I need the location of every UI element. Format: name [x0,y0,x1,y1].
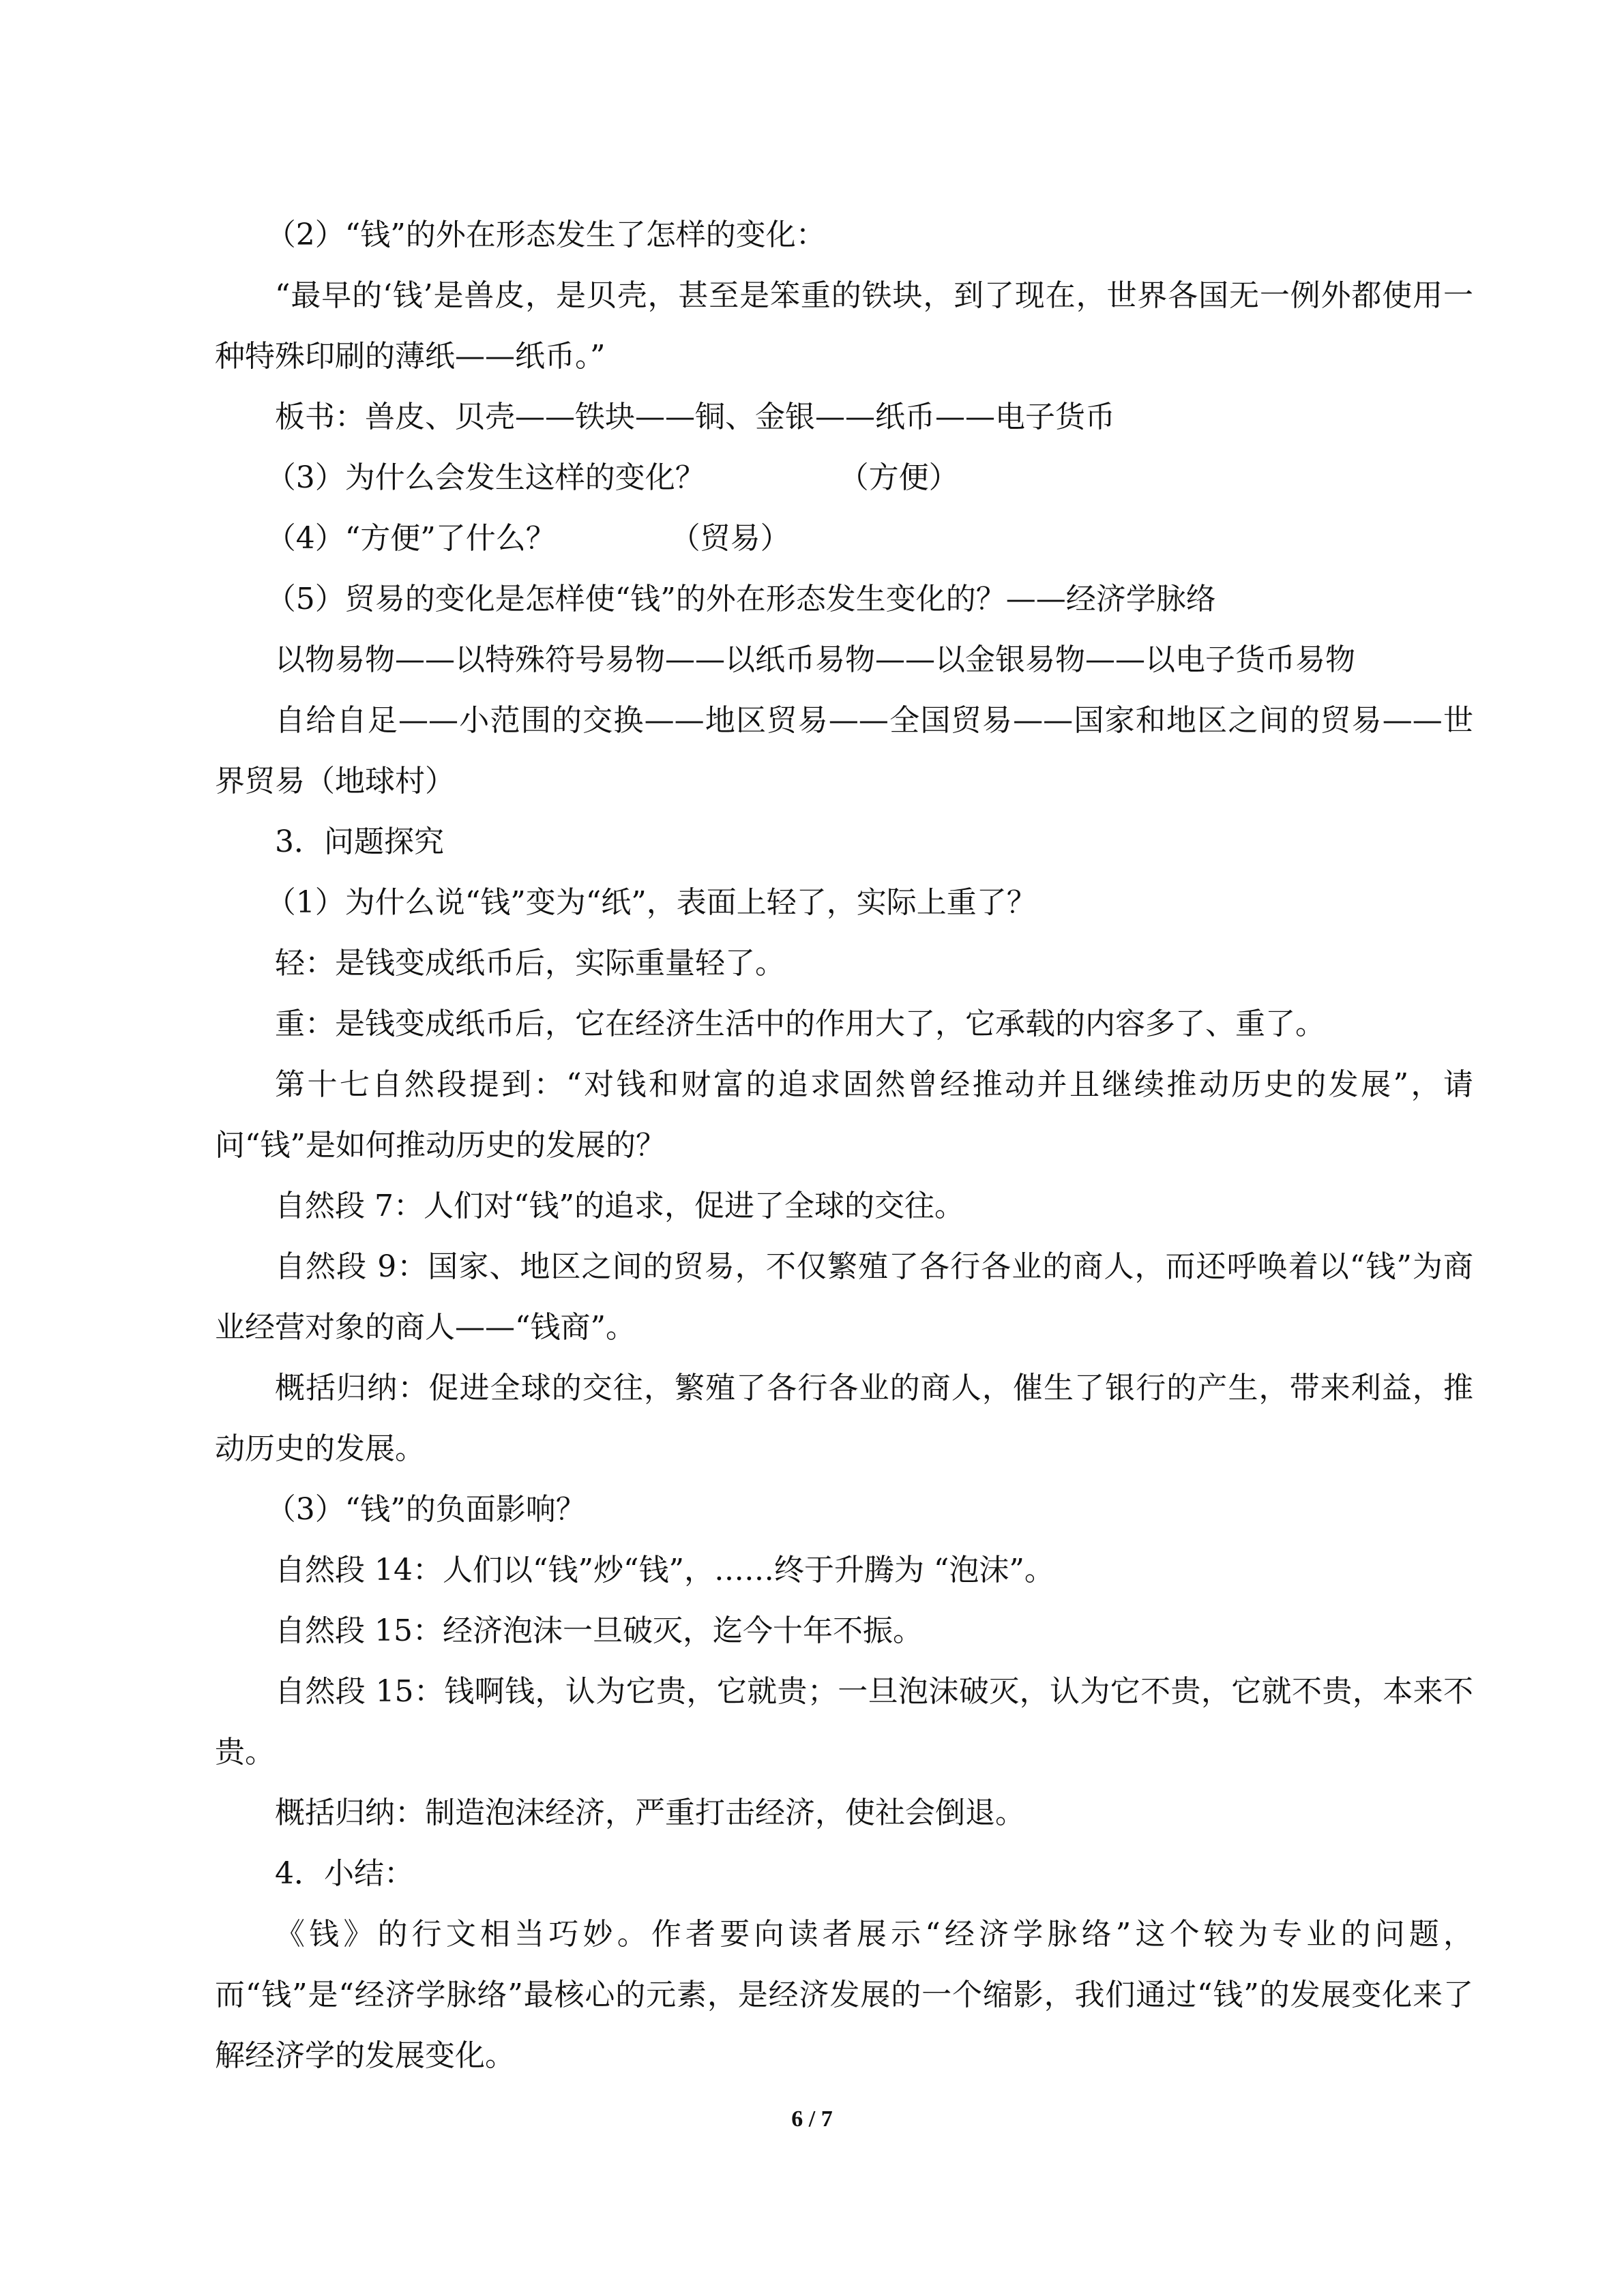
paragraph-section-15b: 自然段 15：钱啊钱，认为它贵，它就贵；一旦泡沫破灭，认为它不贵，它就不贵，本来不贵。 [215,1674,1473,1770]
paragraph-section-7: 自然段 7：人们对“钱”的追求，促进了全球的交往。 [275,1189,964,1223]
paragraph-light: 轻：是钱变成纸币后，实际重量轻了。 [275,946,785,981]
paragraph-section-9: 自然段 9：国家、地区之间的贸易，不仅繁殖了各行各业的商人，而还呼唤着以“钱”为商业经营对象的商人——“钱商”。 [215,1249,1473,1345]
paragraph-question-4: （4）“方便”了什么？ （贸易） [265,521,791,556]
section-heading-summary: 4．小结： [275,1856,414,1891]
paragraph-conclusion: 《钱》的行文相当巧妙。作者要向读者展示“经济学脉络”这个较为专业的问题，而“钱”是“经济学脉络”最核心的元素，是经济发展的一个缩影，我们通过“钱”的发展变化来了解经济学的发展变化。 [215,1917,1473,2073]
paragraph-heavy: 重：是钱变成纸币后，它在经济生活中的作用大了，它承载的内容多了、重了。 [275,1007,1325,1041]
section-heading-inquiry: 3．问题探究 [275,824,444,859]
paragraph-trade-chain: 自给自足——小范围的交换——地区贸易——全国贸易——国家和地区之间的贸易——世界贸易（地球村） [215,703,1473,799]
paragraph-section-15a: 自然段 15：经济泡沫一旦破灭，迄今十年不振。 [275,1613,923,1648]
paragraph-summary-push: 概括归纳：促进全球的交往，繁殖了各行各业的商人，催生了银行的产生，带来利益，推动历史的发展。 [215,1371,1473,1466]
page-number: 6 / 7 [791,2106,833,2132]
paragraph-question-2: （2）“钱”的外在形态发生了怎样的变化： [265,218,826,252]
paragraph-inquiry-1: （1）为什么说“钱”变为“纸”，表面上轻了，实际上重了？ [265,885,1037,920]
paragraph-seventeenth: 第十七自然段提到：“对钱和财富的追求固然曾经推动并且继续推动历史的发展”，请问“钱”是如何推动历史的发展的？ [215,1067,1473,1163]
paragraph-summary-negative: 概括归纳：制造泡沫经济，严重打击经济，使社会倒退。 [275,1795,1025,1830]
paragraph-question-5: （5）贸易的变化是怎样使“钱”的外在形态发生变化的？——经济学脉络 [265,582,1216,616]
paragraph-section-14: 自然段 14：人们以“钱”炒“钱”，……终于升腾为 “泡沫”。 [275,1553,1054,1587]
paragraph-question-3: （3）为什么会发生这样的变化？ （方便） [265,460,959,495]
paragraph-inquiry-3: （3）“钱”的负面影响？ [265,1492,586,1527]
document-body [215,205,1473,2086]
paragraph-blackboard: 板书：兽皮、贝壳——铁块——铜、金银——纸币——电子货币 [275,400,1115,434]
paragraph-barter-chain: 以物易物——以特殊符号易物——以纸币易物——以金银易物——以电子货币易物 [275,642,1355,677]
paragraph-quote: “最早的‘钱’是兽皮，是贝壳，甚至是笨重的铁块，到了现在，世界各国无一例外都使用一种特殊印刷的薄纸——纸币。” [215,278,1473,374]
